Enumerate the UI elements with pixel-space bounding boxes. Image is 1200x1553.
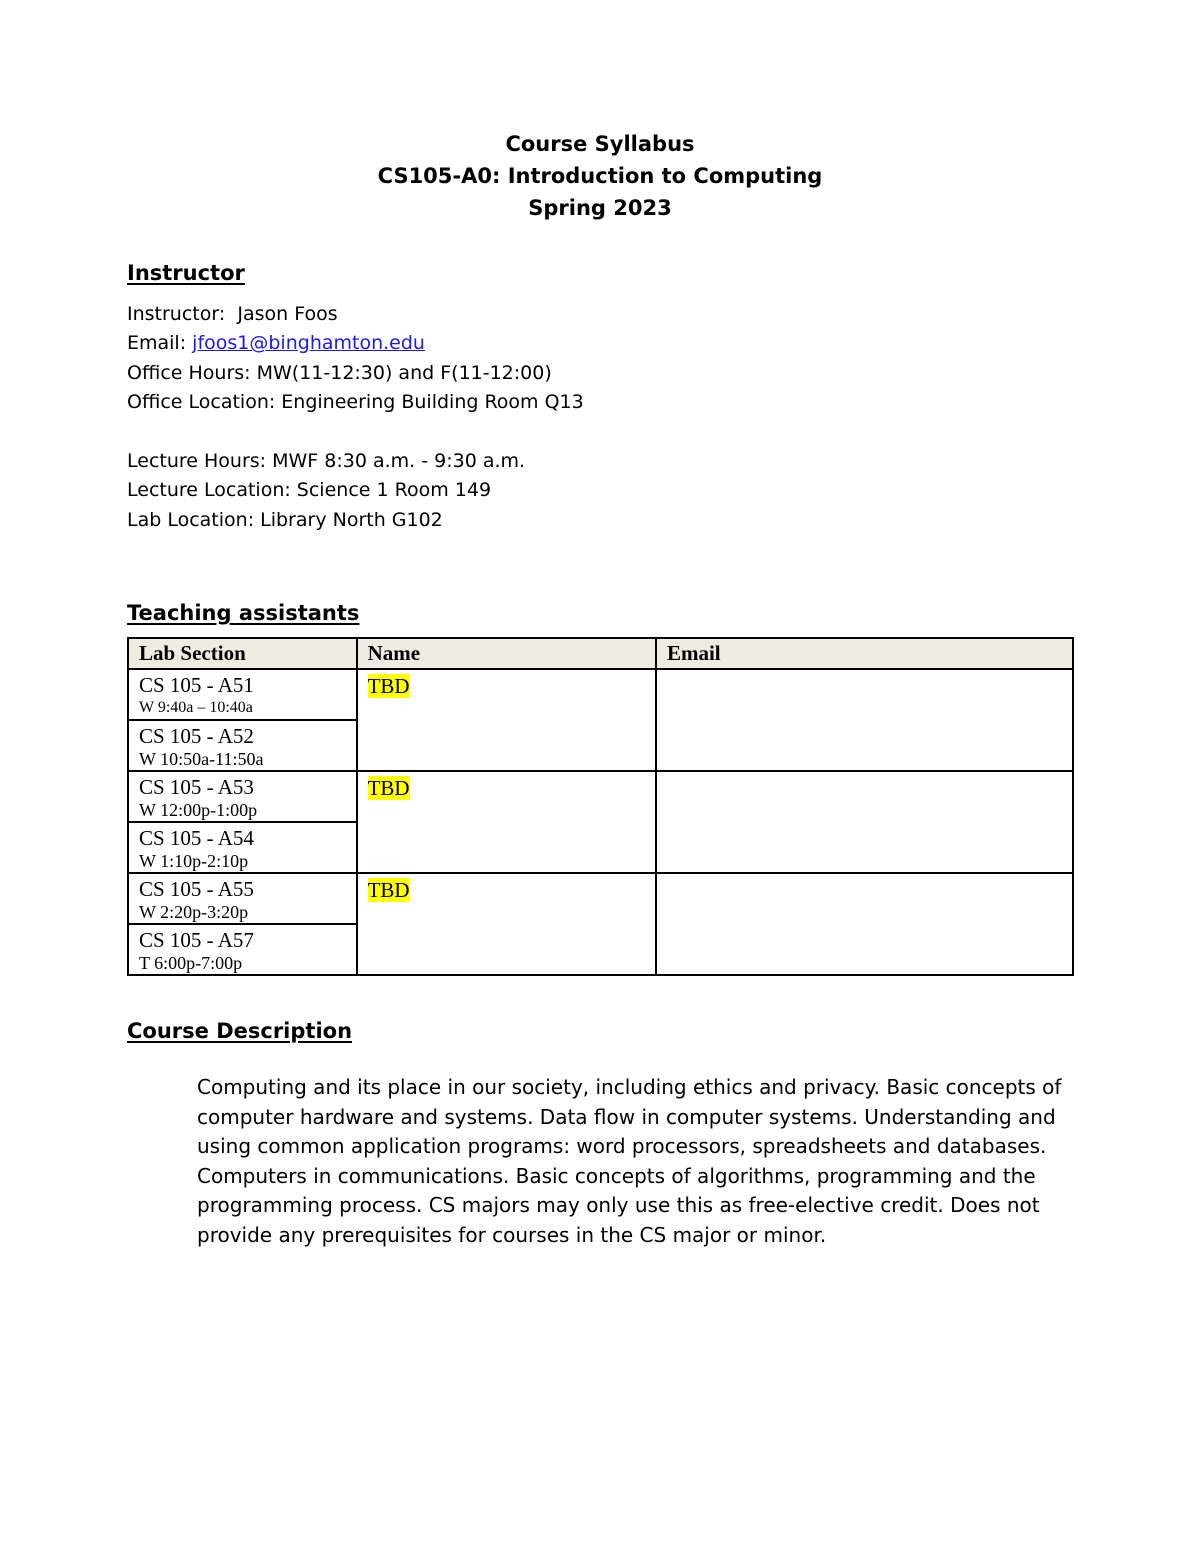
lab-section-cell bbox=[128, 771, 357, 822]
instructor-name: Jason Foos bbox=[237, 303, 338, 325]
column-header-name: Name bbox=[357, 638, 656, 669]
lecture-info bbox=[127, 447, 525, 535]
syllabus-title bbox=[0, 128, 1200, 224]
course-description-heading: Course Description bbox=[127, 1019, 353, 1043]
description-line: using common application programs: word processors, spreadsheets and databases. bbox=[197, 1134, 1047, 1158]
lab-section-cell bbox=[128, 924, 357, 975]
section-time: W 2:20p-3:20p bbox=[139, 902, 249, 922]
title-line-term: Spring 2023 bbox=[528, 196, 672, 220]
column-header-lab-section: Lab Section bbox=[128, 638, 357, 669]
description-line: Computing and its place in our society, including ethics and privacy. Basic concepts of bbox=[197, 1075, 1062, 1099]
email-label: Email: bbox=[127, 332, 187, 355]
title-line-course-syllabus: Course Syllabus bbox=[505, 132, 695, 156]
lab-section-cell bbox=[128, 669, 357, 720]
section-code: CS 105 - A55 bbox=[139, 877, 254, 901]
office-location: Office Location: Engineering Building Room Q13 bbox=[127, 390, 584, 413]
course-description-text bbox=[197, 1073, 1077, 1250]
ta-name: TBD bbox=[367, 878, 410, 902]
lecture-hours: Lecture Hours: MWF 8:30 a.m. - 9:30 a.m. bbox=[127, 450, 526, 472]
section-time: W 1:10p-2:10p bbox=[139, 851, 249, 871]
section-time: W 12:00p-1:00p bbox=[139, 800, 258, 820]
description-line: provide any prerequisites for courses in the CS major or minor. bbox=[197, 1222, 827, 1247]
title-line-course-name: CS105-A0: Introduction to Computing bbox=[377, 164, 823, 188]
ta-email-cell bbox=[656, 771, 1073, 873]
ta-name: TBD bbox=[367, 674, 410, 698]
lecture-location: Lecture Location: Science 1 Room 149 bbox=[127, 479, 492, 502]
column-header-email: Email bbox=[656, 638, 1073, 669]
email-line bbox=[127, 329, 584, 358]
instructor-label: Instructor: bbox=[127, 303, 226, 325]
teaching-assistants-heading: Teaching assistants bbox=[127, 601, 360, 625]
ta-name-cell bbox=[357, 873, 656, 975]
instructor-email-link[interactable]: jfoos1@binghamton.edu bbox=[192, 332, 425, 355]
instructor-info bbox=[127, 300, 584, 417]
ta-name-cell bbox=[357, 669, 656, 771]
description-line: computer hardware and systems. Data flow in computer systems. Understanding and bbox=[197, 1104, 1056, 1129]
teaching-assistants-table bbox=[127, 637, 1074, 976]
table-header-row bbox=[128, 638, 1073, 669]
ta-email-cell bbox=[656, 873, 1073, 975]
section-code: CS 105 - A54 bbox=[139, 826, 254, 850]
section-code: CS 105 - A57 bbox=[139, 928, 254, 952]
section-time: T 6:00p-7:00p bbox=[139, 953, 243, 973]
table-row bbox=[128, 873, 1073, 924]
lab-section-cell bbox=[128, 720, 357, 771]
description-line: programming process. CS majors may only use this as free-elective credit. Does not bbox=[197, 1193, 1040, 1217]
lab-location: Lab Location: Library North G102 bbox=[127, 508, 443, 531]
section-time: W 10:50a-11:50a bbox=[139, 749, 264, 769]
instructor-line bbox=[127, 300, 584, 329]
lab-section-cell bbox=[128, 822, 357, 873]
lab-section-cell bbox=[128, 873, 357, 924]
section-time: W 9:40a – 10:40a bbox=[139, 699, 253, 716]
description-line: Computers in communications. Basic concepts of algorithms, programming and the bbox=[197, 1163, 1036, 1188]
ta-email-cell bbox=[656, 669, 1073, 771]
ta-name: TBD bbox=[367, 776, 410, 800]
instructor-heading: Instructor bbox=[127, 261, 245, 285]
section-code: CS 105 - A53 bbox=[139, 775, 254, 799]
section-code: CS 105 - A52 bbox=[139, 724, 254, 748]
ta-name-cell bbox=[357, 771, 656, 873]
table-row bbox=[128, 669, 1073, 720]
section-code: CS 105 - A51 bbox=[139, 673, 254, 697]
office-hours: Office Hours: MW(11-12:30) and F(11-12:00) bbox=[127, 361, 552, 384]
table-row bbox=[128, 771, 1073, 822]
